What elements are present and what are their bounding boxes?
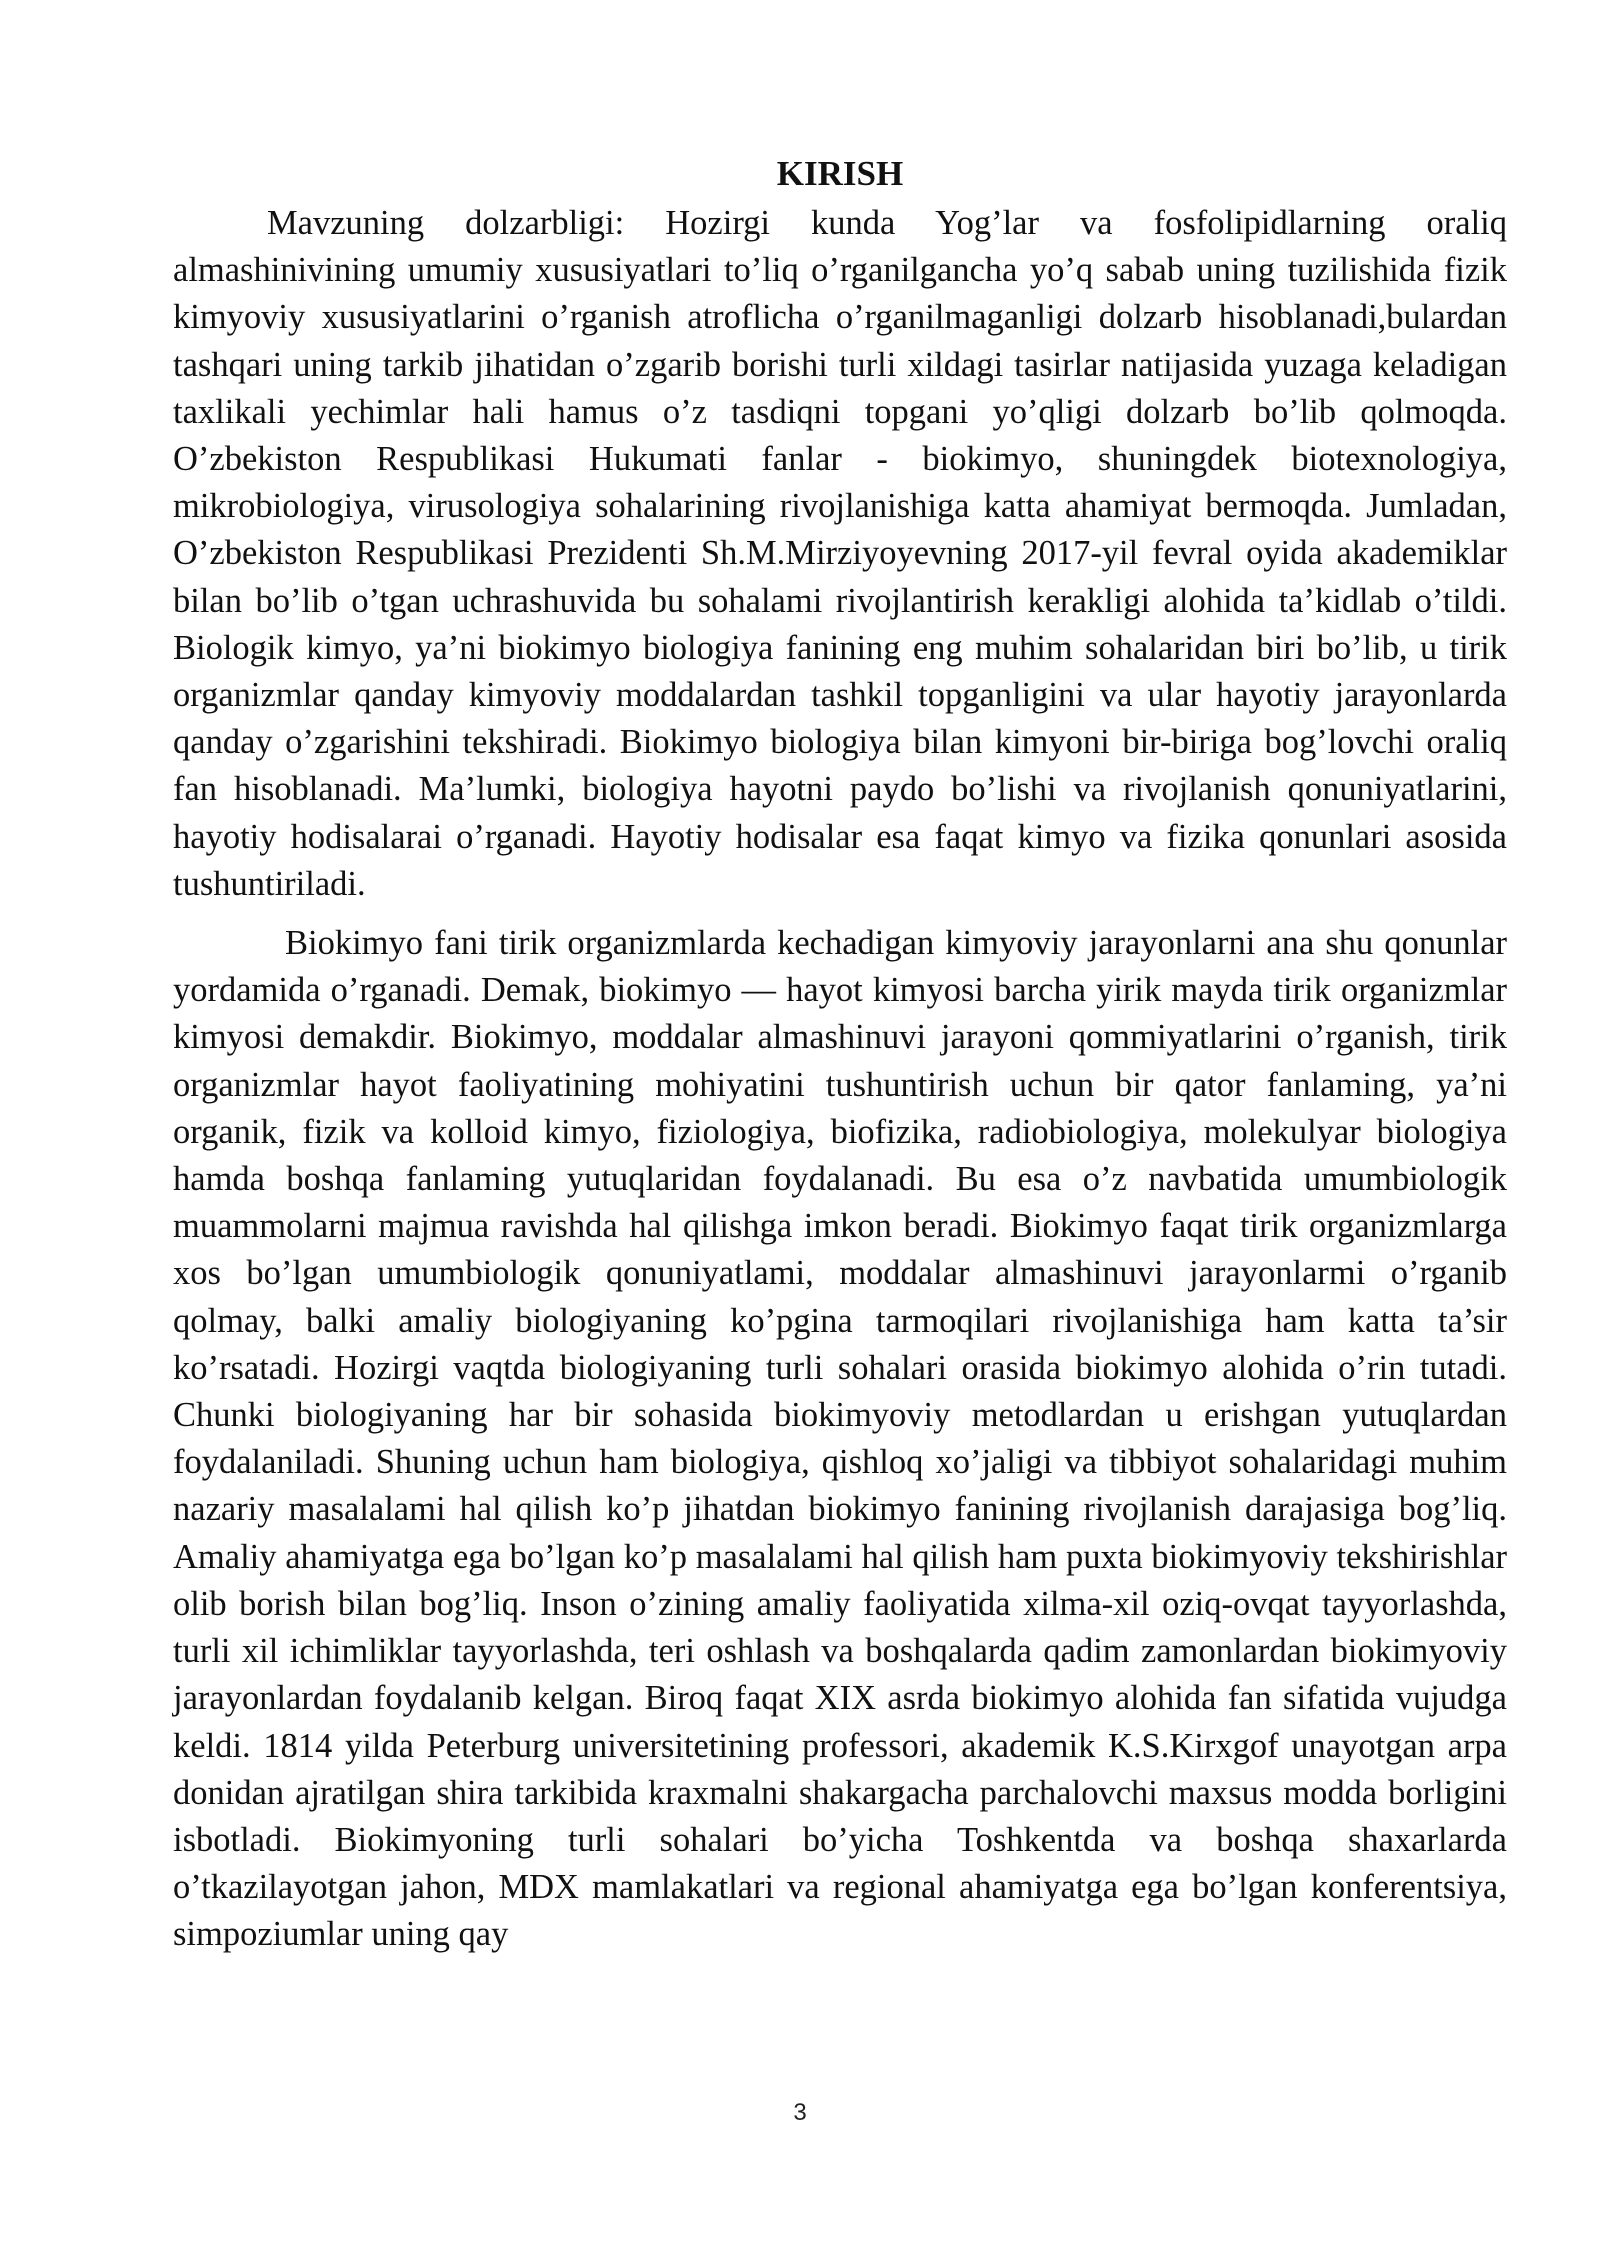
page-content xyxy=(173,150,1507,1959)
page-title: KIRISH xyxy=(776,154,904,193)
paragraph-biochemistry: Biokimyo fani tirik organizmlarda kechadigan kimyoviy jarayonlarni ana shu qonunlar yordamida o’rganadi. Demak, biokimyo — hayot kimyosi barcha yirik mayda tirik organizmlar kimyosi demakdir. Biokimyo, moddalar almashinuvi jarayoni qommiyatlarini o’rganish, tirik organizmlar hayot faoliyatining mohiyatini tushuntirish uchun bir qator fanlaming, ya’ni organik, fizik va kolloid kimyo, fiziologiya, biofizika, radiobiologiya, molekulyar biologiya hamda boshqa fanlaming yutuqlaridan foydalanadi. Bu esa o’z navbatida umumbiologik muammolarni majmua ravishda hal qilishga imkon beradi. Biokimyo faqat tirik organizmlarga xos bo’lgan umumbiologik qonuniyatlami, moddalar almashinuvi jarayonlarmi o’rganib qolmay, balki amaliy biologiyaning ko’pgina tarmoqilari rivojlanishiga ham katta ta’sir ko’rsatadi. Hozirgi vaqtda biologiyaning turli sohalari orasida biokimyo alohida o’rin tutadi. Chunki biologiyaning har bir sohasida biokimyoviy metodlardan u erishgan yutuqlardan foydalaniladi. Shuning uchun ham biologiya, qishloq xo’jaligi va tibbiyot sohalaridagi muhim nazariy masalalami hal qilish ko’p jihatdan biokimyo fanining rivojlanish darajasiga bog’liq. Amaliy ahamiyatga ega bo’lgan ko’p masalalami hal qilish ham puxta biokimyoviy tekshirishlar olib borish bilan bog’liq. Inson o’zining amaliy faoliyatida xilma-xil oziq-ovqat tayyorlashda, turli xil ichimliklar tayyorlashda, teri oshlash va boshqalarda qadim zamonlardan biokimyoviy jarayonlardan foydalanib kelgan. Biroq faqat XIX asrda biokimyo alohida fan sifatida vujudga keldi. 1814 yilda Peterburg universitetining professori, akademik K.S.Kirxgof unayotgan arpa donidan ajratilgan shira tarkibida kraxmalni shakargacha parchalovchi maxsus modda borligini isbotladi. Biokimyoning turli sohalari bo’yicha Toshkentda va boshqa shaxarlarda o’tkazilayotgan jahon, MDX mamlakatlari va regional ahamiyatga ega bo’lgan konferentsiya, simpoziumlar uning qay xyxy=(173,924,1507,1954)
page-number: 3 xyxy=(793,2099,807,2126)
paragraph-relevance: Mavzuning dolzarbligi: Hozirgi kunda Yog’lar va fosfolipidlarning oraliq almashinivining umumiy xususiyatlari to’liq o’rganilgancha yo’q sabab uning tuzilishida fizik kimyoviy xususiyatlarini o’rganish atroflicha o’rganilmaganligi dolzarb hisoblanadi,bulardan tashqari uning tarkib jihatidan o’zgarib borishi turli xildagi tasirlar natijasida yuzaga keladigan taxlikali yechimlar hali hamus o’z tasdiqni topgani yo’qligi dolzarb bo’lib qolmoqda. O’zbekiston Respublikasi Hukumati fanlar - biokimyo, shuningdek biotexnologiya, mikrobiologiya, virusologiya sohalarining rivojlanishiga katta ahamiyat bermoqda. Jumladan, O’zbekiston Respublikasi Prezidenti Sh.M.Mirziyoyevning 2017-yil fevral oyida akademiklar bilan bo’lib o’tgan uchrashuvida bu sohalami rivojlantirish kerakligi alohida ta’kidlab o’tildi. Biologik kimyo, ya’ni biokimyo biologiya fanining eng muhim sohalaridan biri bo’lib, u tirik organizmlar qanday kimyoviy moddalardan tashkil topganligini va ular hayotiy jarayonlarda qanday o’zgarishini tekshiradi. Biokimyo biologiya bilan kimyoni bir-biriga bog’lovchi oraliq fan hisoblanadi. Ma’lumki, biologiya hayotni paydo bo’lishi va rivojlanish qonuniyatlarini, hayotiy hodisalarai o’rganadi. Hayotiy hodisalar esa faqat kimyo va fizika qonunlari asosida tushuntiriladi. xyxy=(173,204,1507,903)
